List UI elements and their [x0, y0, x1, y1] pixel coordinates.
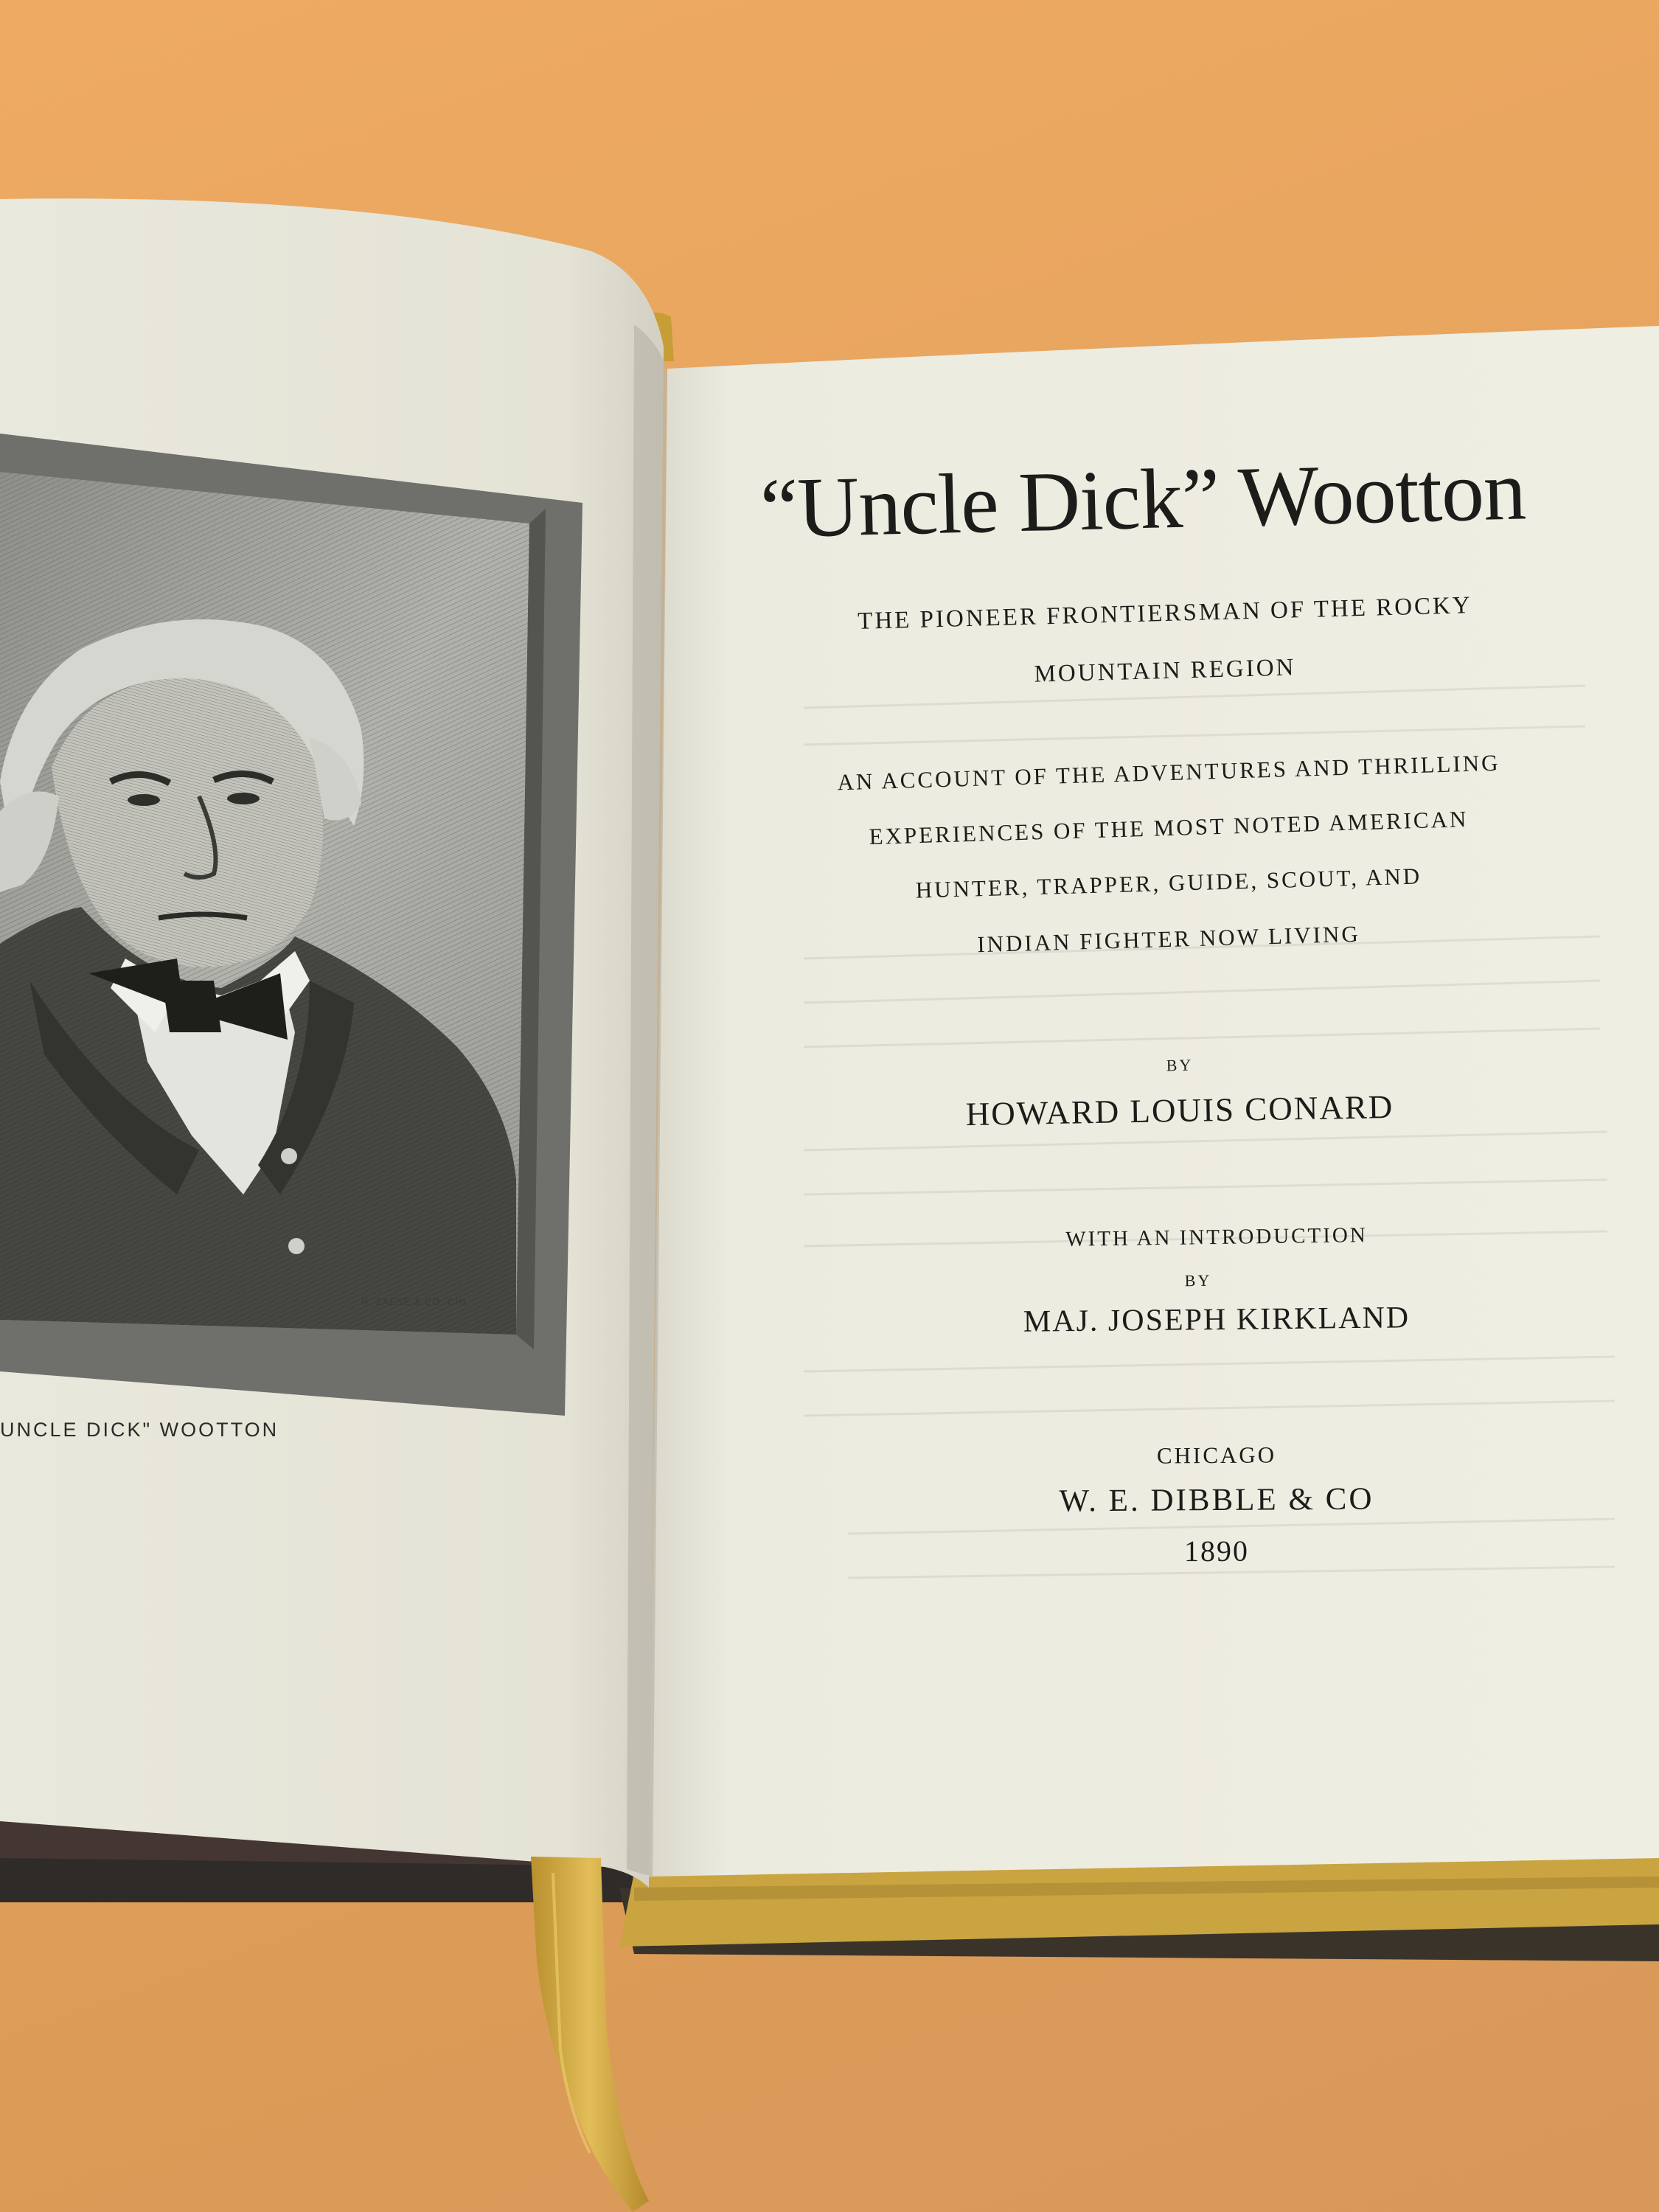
by-label: BY: [1166, 1055, 1194, 1075]
introduction-by-label: BY: [1184, 1270, 1212, 1290]
frontispiece-caption: UNCLE DICK" WOOTTON: [0, 1419, 279, 1441]
publication-year: 1890: [1183, 1534, 1250, 1568]
subtitle-line-2: MOUNTAIN REGION: [1034, 654, 1296, 688]
publication-city: CHICAGO: [1156, 1441, 1277, 1469]
account-line-4: INDIAN FIGHTER NOW LIVING: [976, 920, 1361, 958]
account-line-2: EXPERIENCES OF THE MOST NOTED AMERICAN: [869, 805, 1469, 850]
account-line-1: AN ACCOUNT OF THE ADVENTURES AND THRILLING: [837, 749, 1500, 796]
account-line-3: HUNTER, TRAPPER, GUIDE, SCOUT, AND: [915, 863, 1422, 903]
author-name: HOWARD LOUIS CONARD: [965, 1088, 1394, 1133]
frontispiece-portrait: [0, 434, 582, 1416]
introduction-label: WITH AN INTRODUCTION: [1065, 1223, 1368, 1251]
publisher-name: W. E. DIBBLE & CO: [1059, 1481, 1374, 1519]
introduction-author: MAJ. JOSEPH KIRKLAND: [1023, 1301, 1411, 1339]
book-title: “Uncle Dick” Wootton: [759, 443, 1527, 557]
engraver-mark: H. ZAESE & CO. CHI.: [361, 1296, 470, 1307]
subtitle-line-1: THE PIONEER FRONTIERSMAN OF THE ROCKY: [857, 592, 1473, 635]
